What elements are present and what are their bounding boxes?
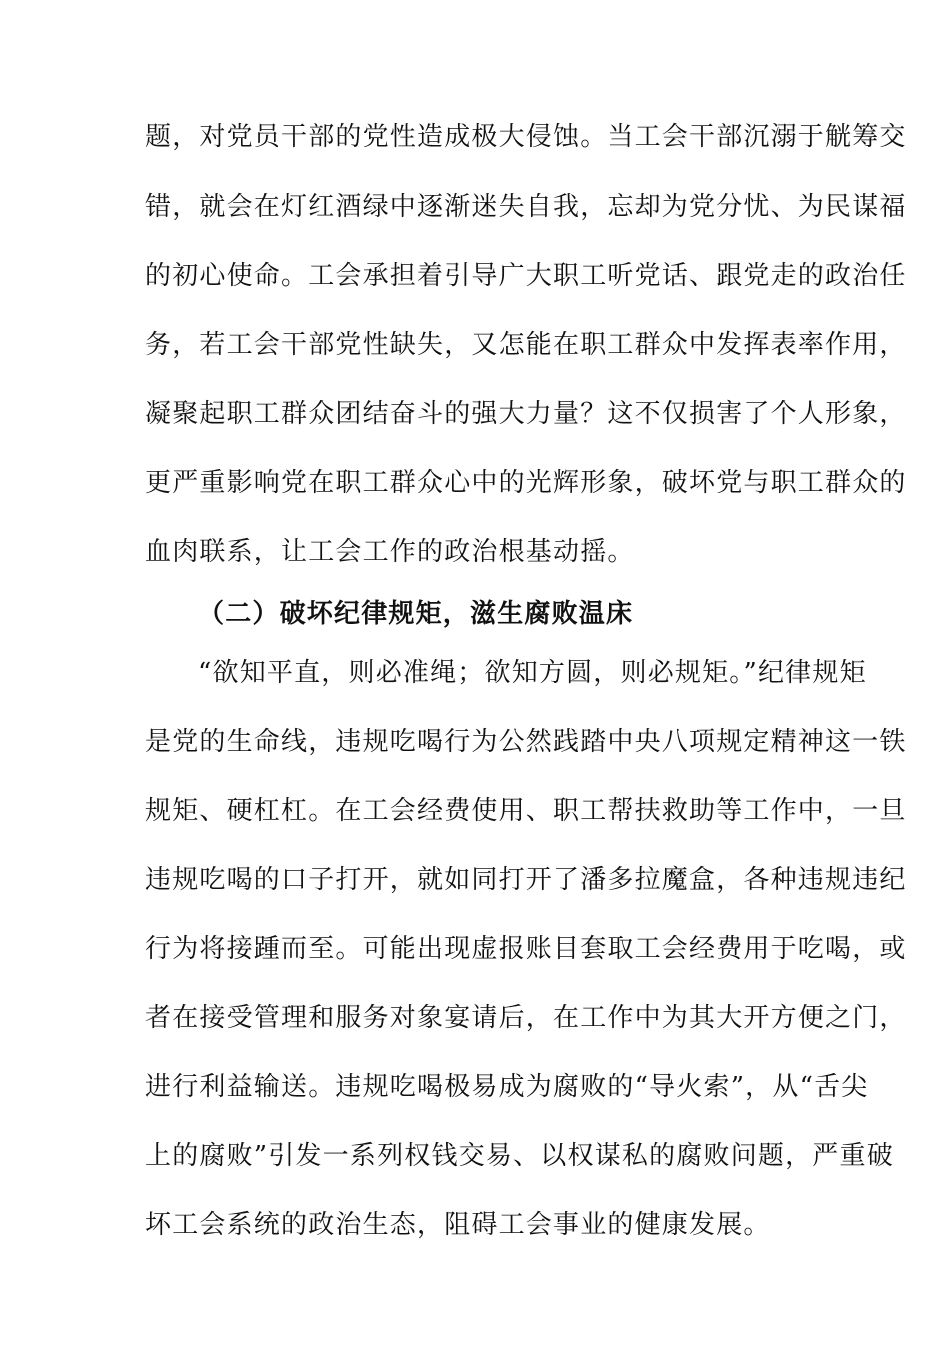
- body-text-line: 更严重影响党在职工群众心中的光辉形象，破坏党与职工群众的: [145, 468, 907, 498]
- section-heading: （二）破坏纪律规矩，滋生腐败温床: [198, 599, 634, 629]
- body-text-line: 务，若工会干部党性缺失，又怎能在职工群众中发挥表率作用，: [145, 330, 907, 360]
- body-text-line: 是党的生命线，违规吃喝行为公然践踏中央八项规定精神这一铁: [145, 727, 907, 757]
- body-text-line: 上的腐败”引发一系列权钱交易、以权谋私的腐败问题，严重破: [145, 1141, 894, 1171]
- body-text-line: 违规吃喝的口子打开，就如同打开了潘多拉魔盒，各种违规违纪: [145, 865, 907, 895]
- body-text-line: 血肉联系，让工会工作的政治根基动摇。: [145, 537, 635, 567]
- body-text-line: 进行利益输送。违规吃喝极易成为腐败的“导火索”，从“舌尖: [145, 1072, 869, 1102]
- body-text-line: 凝聚起职工群众团结奋斗的强大力量？这不仅损害了个人形象，: [145, 399, 907, 429]
- body-text-line: 的初心使命。工会承担着引导广大职工听党话、跟党走的政治任: [145, 261, 907, 291]
- body-text-line: “欲知平直，则必准绳；欲知方圆，则必规矩。”纪律规矩: [198, 658, 867, 688]
- body-text-line: 行为将接踵而至。可能出现虚报账目套取工会经费用于吃喝，或: [145, 934, 907, 964]
- body-text-line: 错，就会在灯红酒绿中逐渐迷失自我，忘却为党分忧、为民谋福: [145, 192, 907, 222]
- body-text-line: 规矩、硬杠杠。在工会经费使用、职工帮扶救助等工作中，一旦: [145, 796, 907, 826]
- body-text-line: 坏工会系统的政治生态，阻碍工会事业的健康发展。: [145, 1210, 771, 1240]
- body-text-line: 者在接受管理和服务对象宴请后，在工作中为其大开方便之门，: [145, 1003, 907, 1033]
- body-text-line: 题，对党员干部的党性造成极大侵蚀。当工会干部沉溺于觥筹交: [145, 122, 907, 152]
